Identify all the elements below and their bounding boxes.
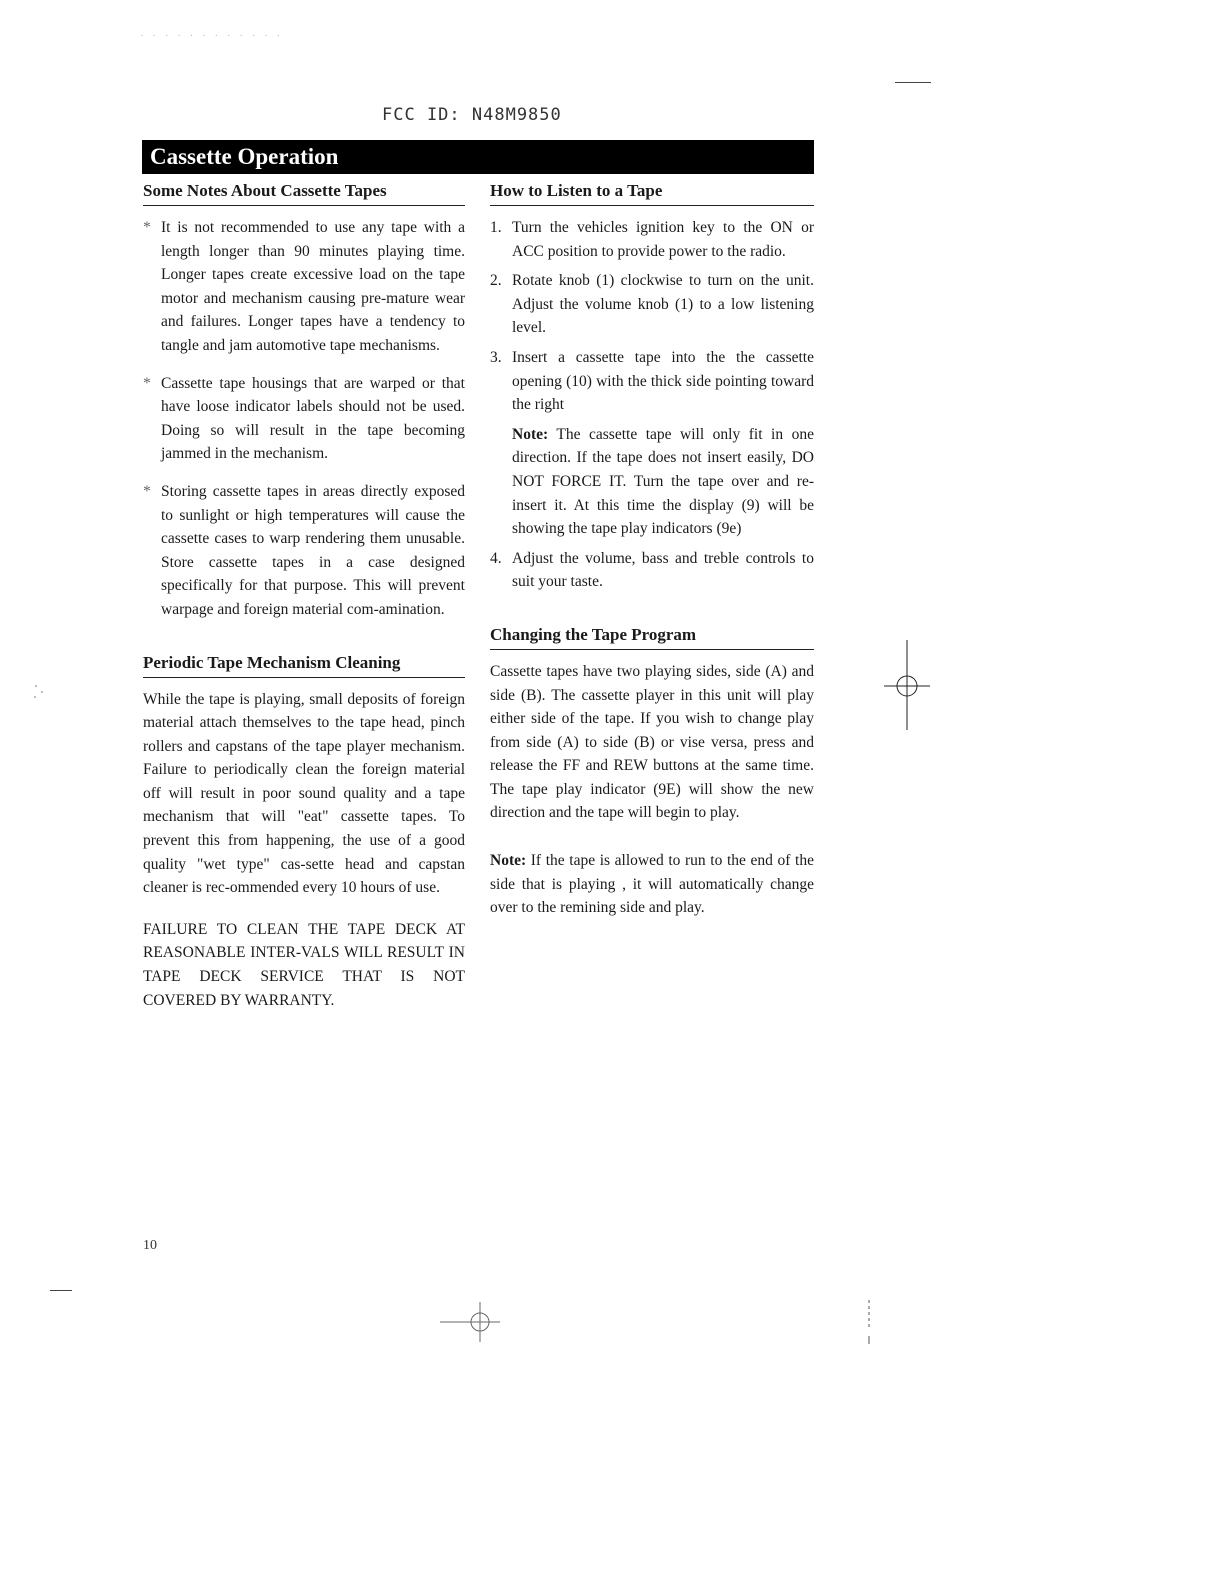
step-note-text: The cassette tape will only fit in one direction. If the tape does not insert easily, DO NOT FORCE IT. Turn the tape over and re-insert it. At this time the display (9) will be showing the tape play indicators (9e) xyxy=(512,425,814,538)
cleaning-text: While the tape is playing, small deposits of foreign material attach themselves to the tape head, pinch rollers and capstans of the tape player mechanism. Failure to periodically clean the foreign material off will result in poor sound quality and a tape mechanism that will "eat" cassette tapes. To prevent this from happening, the use of a good quality "wet type" cas-sette head and capstan cleaner is rec-ommended every 10 hours of use. xyxy=(143,690,465,897)
notes-bullet xyxy=(143,216,465,358)
asterisk-icon: * xyxy=(143,219,151,236)
step-text: Insert a cassette tape into the the cassette opening (10) with the thick side pointing toward the right xyxy=(512,348,814,414)
warranty-warning: FAILURE TO CLEAN THE TAPE DECK AT REASONABLE INTER-VALS WILL RESULT IN TAPE DECK SERVICE THAT IS NOT COVERED BY WARRANTY. xyxy=(143,920,465,1009)
notes-bullet xyxy=(143,372,465,466)
registration-mark-icon xyxy=(440,1300,500,1344)
cleaning-heading: Periodic Tape Mechanism Cleaning xyxy=(143,652,465,678)
notes-bullet-text: It is not recommended to use any tape with a length longer than 90 minutes playing time. Longer tapes create excessive load on the tape motor and mechanism causing pre-mature wear and failures. Longer tapes have a tendency to tangle and jam automotive tape mechanisms. xyxy=(161,219,465,354)
end-note-text: If the tape is allowed to run to the end of the side that is playing , it will automatically change over to the remining side and play. xyxy=(490,852,814,917)
crop-mark-icon xyxy=(866,1300,872,1346)
fcc-id: FCC ID: N48M9850 xyxy=(382,105,562,125)
notes-bullet xyxy=(143,480,465,622)
listen-heading: How to Listen to a Tape xyxy=(490,180,814,206)
registration-mark-icon xyxy=(884,640,930,730)
scan-artifact: · · · · · · · · · · · · xyxy=(140,30,284,42)
program-text: Cassette tapes have two playing sides, side (A) and side (B). The cassette player in this unit will play either side of the tape. If you wish to change play from side (A) to side (B) or vise versa, press and release the FF and REW buttons at the same time. The tape play indicator (9E) will show the new direction and the tape will begin to play. xyxy=(490,662,814,822)
end-note-label: Note: xyxy=(490,852,527,870)
scan-speck-icon xyxy=(30,680,50,702)
listen-step xyxy=(490,346,814,417)
section-title: Cassette Operation xyxy=(142,140,814,174)
notes-heading: Some Notes About Cassette Tapes xyxy=(143,180,465,206)
step-number: 4. xyxy=(490,549,502,567)
end-note xyxy=(490,849,814,920)
step-number: 3. xyxy=(490,348,502,366)
asterisk-icon: * xyxy=(143,374,151,392)
right-column xyxy=(490,180,814,920)
step-note xyxy=(490,423,814,541)
top-right-margin-line xyxy=(895,82,931,83)
listen-step xyxy=(490,216,814,263)
left-column xyxy=(143,180,465,1012)
listen-step xyxy=(490,269,814,340)
program-heading: Changing the Tape Program xyxy=(490,624,814,650)
notes-bullet-text: Cassette tape housings that are warped or that have loose indicator labels should not be used. Doing so will result in the tape becoming jammed in the mechanism. xyxy=(161,374,465,463)
step-note-label: Note: xyxy=(512,425,549,443)
step-text: Rotate knob (1) clockwise to turn on the unit. Adjust the volume knob (1) to a low listening level. xyxy=(512,272,814,337)
step-number: 2. xyxy=(490,272,502,290)
step-text: Adjust the volume, bass and treble controls to suit your taste. xyxy=(512,549,814,591)
page-number: 10 xyxy=(143,1238,157,1253)
notes-bullet-text: Storing cassette tapes in areas directly exposed to sunlight or high temperatures will cause the cassette cases to warp rendering them unusable. Store cassette tapes in a case designed specifically for that purpose. This will prevent warpage and foreign material com-amination. xyxy=(161,482,465,618)
step-text: Turn the vehicles ignition key to the ON or ACC position to provide power to the radio. xyxy=(512,219,814,260)
step-number: 1. xyxy=(490,219,502,236)
asterisk-icon: * xyxy=(143,482,151,500)
listen-step xyxy=(490,547,814,594)
bottom-left-margin-line xyxy=(50,1290,72,1291)
